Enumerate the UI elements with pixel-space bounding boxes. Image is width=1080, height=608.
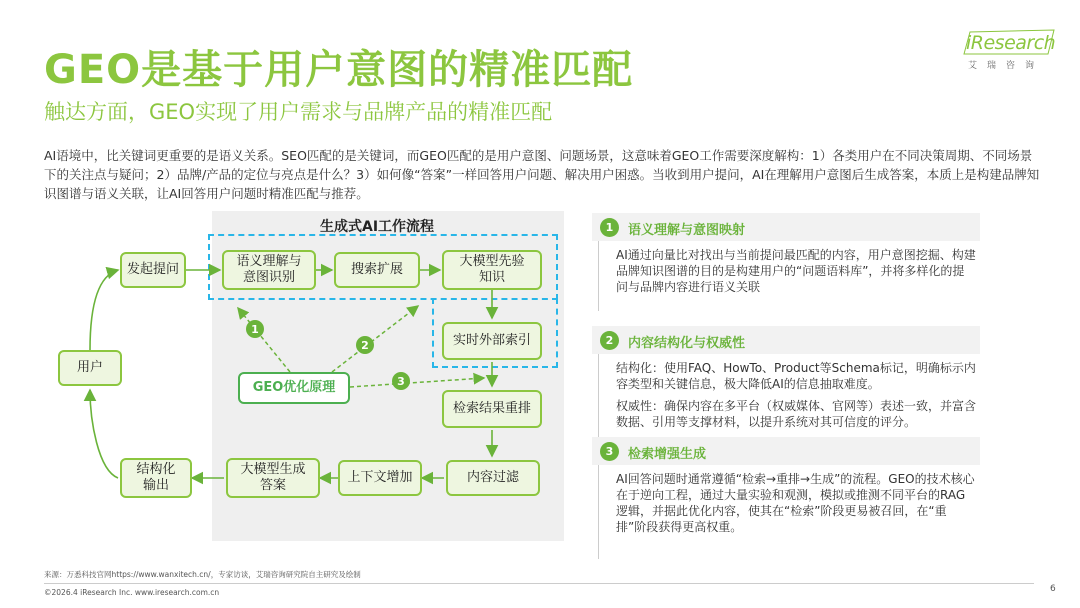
diagram-title: 生成式AI工作流程 [320, 219, 435, 235]
node-filter: 内容过滤 [446, 460, 540, 496]
node-intent: 语义理解与 意图识别 [222, 250, 316, 290]
arrow-output-user [90, 390, 118, 478]
intro-paragraph: AI语境中，比关键词更重要的是语义关系。SEO匹配的是关键词，而GEO匹配的是用户意图、问题场景，这意味着GEO工作需要深度解构：1）各类用户在不同决策周期、不同场景下的关注点与疑问；2）品牌/产品的定位与亮点是什么？3）如何像“答案”一样回答用户问题、解决用户困惑。当收到用户提问，AI在理解用户意图后生成答案，本质上是构建品牌知识图谱与语义关联，让AI回答用户问题时精准匹配与推荐。 [44, 148, 1040, 201]
panel-1-rule [598, 241, 599, 311]
source-note: 来源：万悉科技官网https://www.wanxitech.cn/，专家访谈，艾瑞咨询研究院自主研究及绘制 [44, 570, 361, 579]
logo-cn: 艾瑞咨询 [968, 61, 1045, 71]
arrow-user-ask [90, 270, 118, 350]
node-context: 上下文增加 [338, 460, 422, 496]
page-title: GEO是基于用户意图的精准匹配 [44, 47, 634, 93]
panel-1-title: 语义理解与意图映射 [628, 223, 746, 238]
marker-1: 1 [246, 320, 264, 338]
node-expand: 搜索扩展 [334, 252, 420, 288]
panel-2-header [592, 326, 980, 354]
marker-3: 3 [392, 372, 410, 390]
panel-3 [592, 437, 980, 541]
geo-arrow-2 [332, 306, 418, 372]
geo-arrow-1 [238, 308, 290, 372]
panel-1-number: 1 [600, 218, 619, 237]
panel-3-title: 检索增强生成 [628, 447, 707, 462]
node-output: 结构化 输出 [120, 458, 192, 498]
copyright: ©2026.4 iResearch Inc. www.iresearch.com.cn [44, 588, 220, 597]
panel-2-text-authority: 权威性：确保内容在多平台（权威媒体、官网等）表述一致，并富含数据、引用等支撑材料，以提升系统对其可信度的评分。 [616, 399, 977, 429]
footer-divider [44, 583, 1034, 584]
node-index: 实时外部索引 [442, 322, 542, 360]
node-generate: 大模型生成 答案 [226, 458, 320, 498]
panel-2-text-structure: 结构化：使用FAQ、HowTo、Product等Schema标记，明确标示内容类型和关键信息，极大降低AI的信息抽取难度。 [616, 361, 976, 391]
node-prior: 大模型先验 知识 [442, 250, 542, 290]
geo-arrow-3 [350, 378, 484, 387]
panel-3-header [592, 437, 980, 465]
panel-2-rule [598, 354, 599, 450]
panel-2-number: 2 [600, 331, 619, 350]
page-number: 6 [1050, 584, 1056, 594]
panel-2-title: 内容结构化与权威性 [628, 336, 746, 351]
node-ask: 发起提问 [120, 252, 186, 288]
node-rerank: 检索结果重排 [442, 390, 542, 428]
panel-1-text: AI通过向量比对找出与当前提问最匹配的内容，用户意图挖掘、构建品牌知识图谱的目的是构建用户的“问题语料库”，并将多样化的提问与品牌内容进行语义关联 [616, 248, 976, 294]
node-geo-principle: GEO优化原理 [238, 372, 350, 404]
marker-2: 2 [356, 336, 374, 354]
panel-3-rule [598, 465, 599, 559]
panel-3-number: 3 [600, 442, 619, 461]
panel-3-text: AI回答问题时通常遵循“检索→重排→生成”的流程。GEO的技术核心在于逆向工程，通过大量实验和观测，模拟或推测不同平台的RAG逻辑，并据此优化内容，使其在“检索”阶段更易被召回，在“重排”阶段获得更高权重。 [616, 472, 975, 534]
node-user: 用户 [58, 350, 122, 386]
page-subtitle: 触达方面，GEO实现了用户需求与品牌产品的精准匹配 [44, 100, 553, 124]
logo-brand: iResearch [966, 32, 1056, 54]
panel-2 [592, 326, 980, 436]
panel-1-header [592, 213, 980, 241]
panel-1 [592, 213, 980, 301]
